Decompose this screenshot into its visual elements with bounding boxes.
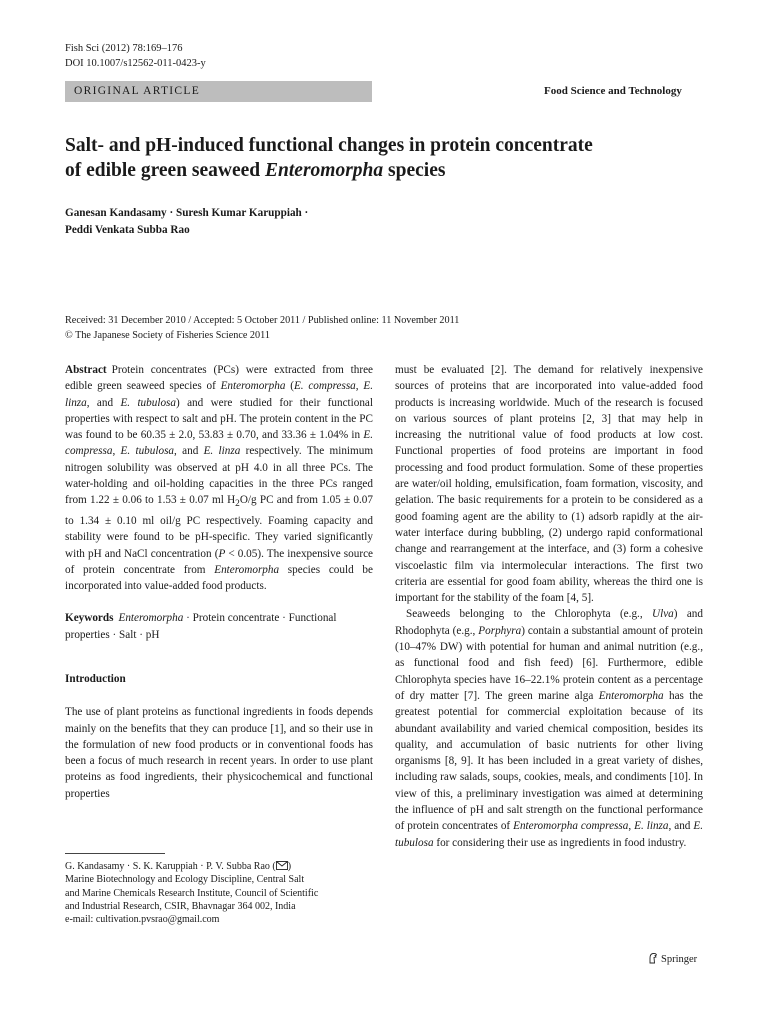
citation-link[interactable]: 10 (673, 771, 685, 784)
affiliation-email[interactable]: e-mail: cultivation.pvsrao@gmail.com (65, 914, 220, 926)
springer-horse-icon (648, 952, 658, 964)
publication-dates (65, 313, 459, 343)
author-list (65, 205, 308, 239)
introduction-paragraph: The use of plant proteins as functional ingredients in foods depends mainly on the benefits that they can produce [1], and so their use in the formulation of new food products or in conventional foods has been a focus of much research in recent years. In order to use plant proteins as food ingredients, their physicochemical and functional properties (65, 706, 373, 800)
article-title (65, 133, 705, 183)
copyright-line: © The Japanese Society of Fisheries Science 2011 (65, 330, 270, 341)
abstract: Abstract Protein concentrates (PCs) were extracted from three edible green seaweed species of Enteromorpha (E. compressa, E. linza, and E. tubulosa) and were studied for their functional properties with respect to salt and pH. The protein content in the PC was found to be 60.35 ± 2.0, 53.83 ± 0.70, and 33.36 ± 1.04% in E. compressa, E. tubulosa, and E. linza respectively. The minimum nitrogen solubility was observed at pH 4.0 in all three PCs. The water-holding and oil-holding capacities in the three PCs ranged from 1.22 ± 0.06 to 1.53 ± 0.07 ml $H_2O/g$ PC and from 1.05 ± 0.07 to 1.34 ± 0.10 ml oil/g PC respectively. Foaming capacity and stability were found to be pH-specific. They varied significantly with pH and NaCl concentration (P < 0.05). The inexpensive source of protein concentrate from Enteromorpha species could be incorporated into value-added food products. (65, 364, 374, 593)
publisher-name: Springer (661, 954, 698, 965)
citation-link[interactable]: 1 (274, 722, 280, 735)
keywords: Keywords Enteromorpha · Protein concentrate · Functional properties · Salt · pH (65, 612, 337, 641)
author-line-2[interactable]: Peddi Venkata Subba Rao (65, 224, 190, 236)
article-type-label: ORIGINAL ARTICLE (74, 85, 201, 97)
citation-link[interactable]: 8 (448, 755, 455, 768)
footnote-rule (65, 853, 165, 854)
citation-link[interactable]: 2 (586, 412, 592, 425)
title-line-1: Salt- and pH-induced functional changes in protein concentrate (65, 135, 593, 156)
right-paragraph-1: must be evaluated [2]. The demand for relatively inexpensive sources of proteins that are incorporated into value-added food products is increasing worldwide. Much of the research is focused on various sources of plant proteins [2, 3] that may help in increasing the nutritional value of food products at low cost. Functional properties of food proteins are important in food processing and food product formulation. Some of these properties are water/oil holding, emulsification, foam formation, viscosity, and gelation. The basic requirements for a protein to be considered as a good foaming agent are the ability to (1) adsorb rapidly at the air-water interface during bubbling, (2) undergo rapid conformational change and rearrangement at the interface, and (3) form a cohesive viscoelastic film via intermolecular interactions. The first two criteria are essential for good foam ability, whereas the third one is important for the stability of the foam [4, 5]. (395, 364, 704, 605)
citation-link[interactable]: 3 (601, 412, 608, 425)
keywords-label: Keywords (65, 612, 114, 625)
citation-link[interactable]: 9 (461, 755, 467, 768)
citation-link[interactable]: 7 (467, 689, 474, 702)
affiliation-line: Marine Biotechnology and Ecology Discipline, Central Salt (65, 874, 305, 886)
citation-link[interactable]: 4 (570, 592, 577, 605)
introduction-heading: Introduction (65, 672, 126, 685)
right-column (395, 362, 703, 851)
affiliation-line: and Marine Chemicals Research Institute, Council of Scientific (65, 887, 319, 899)
title-line-2: of edible green seaweed Enteromorpha species (65, 160, 446, 181)
citation-link[interactable]: 2 (494, 364, 501, 376)
citation-link[interactable]: 5 (581, 592, 588, 605)
received-dates: Received: 31 December 2010 / Accepted: 5 October 2011 / Published online: 11 November 2011 (65, 315, 460, 326)
abstract-label: Abstract (65, 364, 107, 376)
journal-citation: Fish Sci (2012) 78:169–176 (65, 43, 183, 54)
citation-link[interactable]: 6 (586, 657, 592, 670)
left-column (65, 362, 373, 802)
affiliation-line: and Industrial Research, CSIR, Bhavnagar 364 002, India (65, 900, 296, 912)
doi-link[interactable]: DOI 10.1007/s12562-011-0423-y (65, 58, 206, 69)
affiliation-names: G. Kandasamy · S. K. Karuppiah · P. V. Subba Rao ( ) (65, 861, 292, 872)
publisher-footer (648, 952, 697, 967)
affiliation-footnote (65, 860, 375, 926)
section-label: Food Science and Technology (544, 85, 682, 97)
right-paragraph-2: Seaweeds belonging to the Chlorophyta (e.g., Ulva) and Rhodophyta (e.g., Porphyra) contain a substantial amount of protein (10–47% DW) with potential for human and animal nutrition (e.g., as functional food and fish feed) [6]. Furthermore, edible Chlorophyta species have 16–22.1% protein content as a percentage of dry matter [7]. The green marine alga Enteromorpha has the greatest potential for commercial exploitation because of its abundant availability and varied chemical composition, besides its quality, and accumulation of basic nutrients for other living organisms [8, 9]. It has been included in a great variety of dishes, including raw salads, soups, cookies, meals, and condiments [10]. In view of this, a preliminary investigation was aimed at determining the influence of pH and salt strength on the functional performance of protein concentrates of Enteromorpha compressa, E. linza, and E. tubulosa for considering their use as ingredients in food industry. (395, 608, 704, 849)
email-envelope-icon[interactable] (276, 861, 288, 870)
author-line-1[interactable]: Ganesan Kandasamy · Suresh Kumar Karuppiah · (65, 207, 309, 219)
